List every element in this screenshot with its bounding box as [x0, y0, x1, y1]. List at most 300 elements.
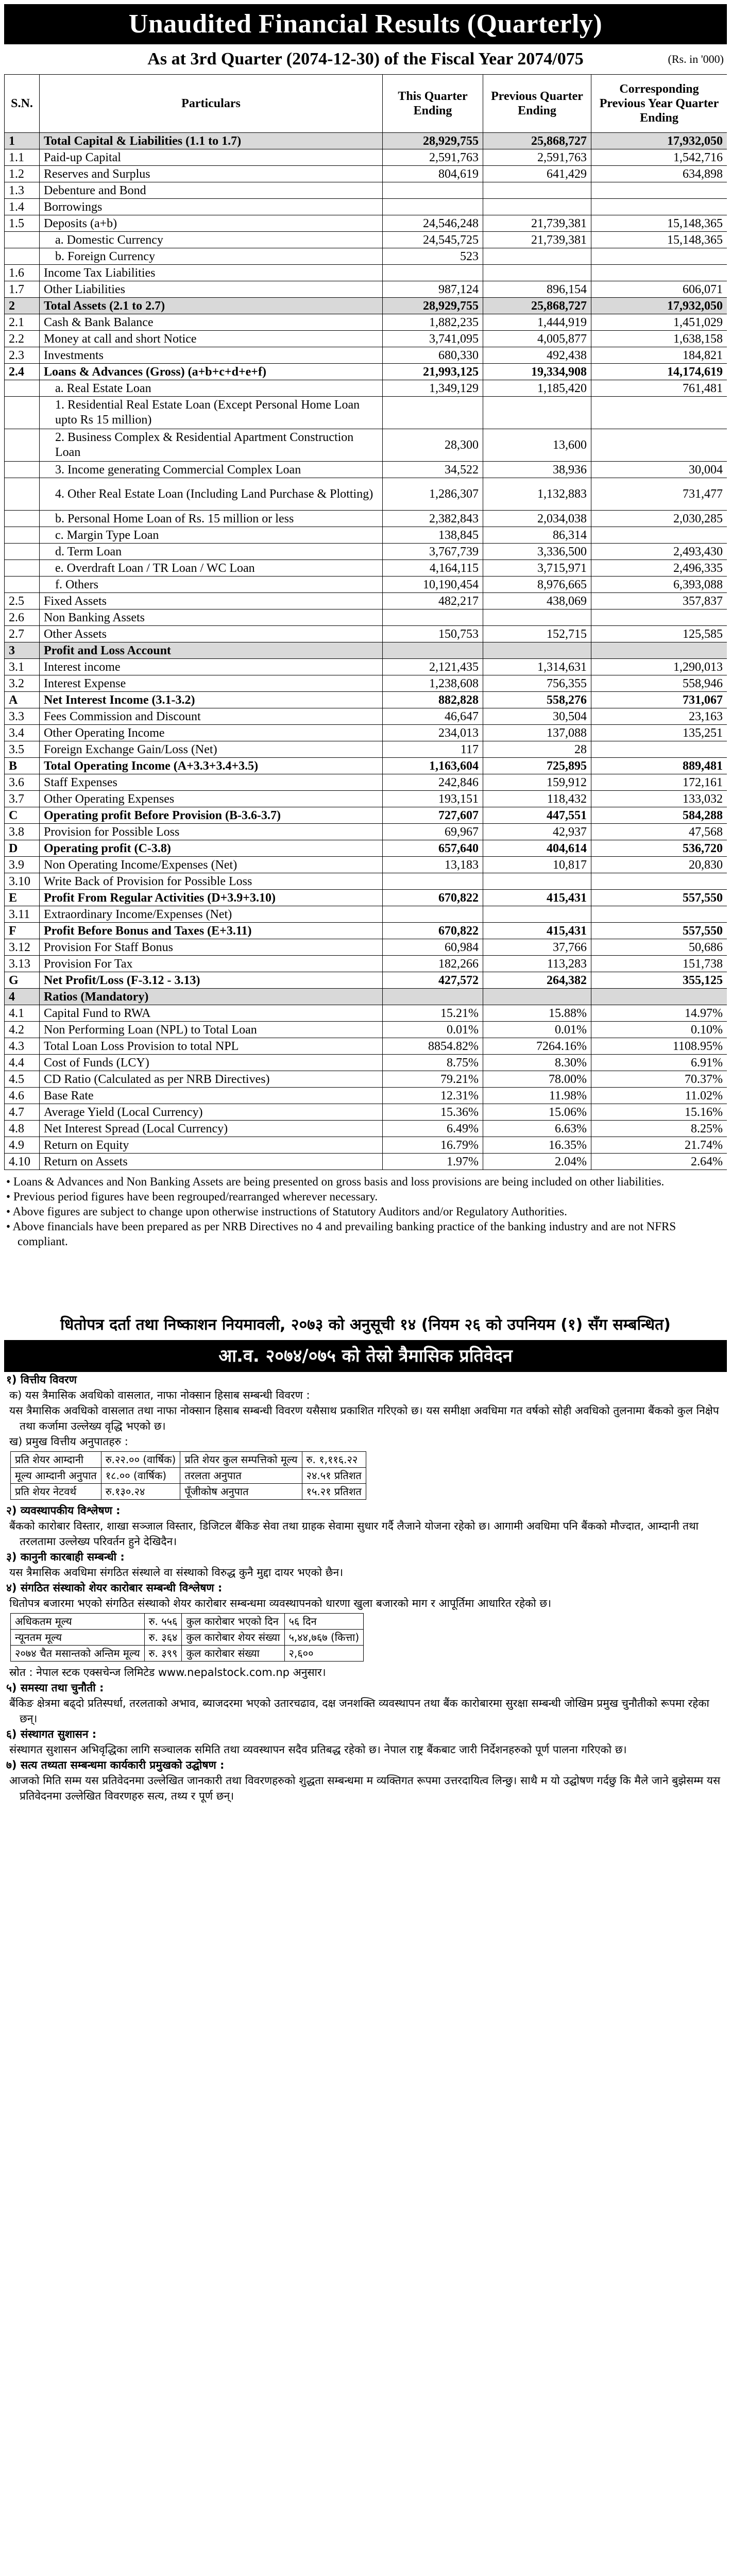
- section-financial-statement: १) वित्तीय विवरण: [6, 1374, 77, 1386]
- share-data-source: स्रोत : नेपाल स्टक एक्सचेन्ज लिमिटेड www.nepalstock.com.np अनुसार।: [9, 1666, 326, 1679]
- row-particular: Debenture and Bond: [40, 182, 383, 199]
- row-corresponding-quarter: 11.02%: [591, 1088, 727, 1104]
- row-particular: Operating profit (C-3.8): [40, 840, 383, 857]
- table-row: [5, 1055, 727, 1071]
- row-this-quarter: 804,619: [383, 166, 483, 182]
- row-corresponding-quarter: 20,830: [591, 857, 727, 873]
- row-previous-quarter: [483, 873, 591, 890]
- row-corresponding-quarter: 584,288: [591, 807, 727, 824]
- row-sn: 2.4: [5, 364, 40, 380]
- notes-section: [4, 1174, 727, 1307]
- row-previous-quarter: 0.01%: [483, 1022, 591, 1038]
- table-row: [5, 758, 727, 774]
- row-corresponding-quarter: [591, 989, 727, 1005]
- header-corresponding-quarter: Corresponding Previous Year Quarter Ending: [591, 75, 727, 133]
- table-row: न्यूनतम मूल्य रु. ३६४ कुल कारोबार शेयर संख्या ५,४४,७६७ (कित्ता): [11, 1630, 364, 1646]
- row-corresponding-quarter: 17,932,050: [591, 133, 727, 149]
- row-particular: Foreign Exchange Gain/Loss (Net): [40, 741, 383, 758]
- row-particular: Total Capital & Liabilities (1.1 to 1.7): [40, 133, 383, 149]
- row-previous-quarter: 11.98%: [483, 1088, 591, 1104]
- row-previous-quarter: 264,382: [483, 972, 591, 989]
- row-previous-quarter: 2,034,038: [483, 511, 591, 527]
- table-row: [5, 544, 727, 560]
- row-this-quarter: 882,828: [383, 692, 483, 708]
- row-sn: [5, 462, 40, 478]
- row-sn: 2: [5, 298, 40, 314]
- row-previous-quarter: 38,936: [483, 462, 591, 478]
- section-share-trading: ४) संगठित संस्थाको शेयर कारोबार सम्बन्धी विश्लेषण :: [6, 1582, 223, 1594]
- row-particular: Income Tax Liabilities: [40, 265, 383, 281]
- table-row: [5, 478, 727, 511]
- row-corresponding-quarter: [591, 429, 727, 462]
- row-sn: 2.5: [5, 593, 40, 609]
- row-corresponding-quarter: 15.16%: [591, 1104, 727, 1121]
- header-this-quarter: This Quarter Ending: [383, 75, 483, 133]
- row-previous-quarter: 6.63%: [483, 1121, 591, 1137]
- row-particular: Borrowings: [40, 199, 383, 215]
- row-corresponding-quarter: [591, 265, 727, 281]
- row-corresponding-quarter: 17,932,050: [591, 298, 727, 314]
- row-previous-quarter: [483, 248, 591, 265]
- row-this-quarter: [383, 199, 483, 215]
- table-row: २०७४ चैत मसान्तको अन्तिम मूल्य रु. ३९९ कुल कारोबार संख्या २,६००: [11, 1646, 364, 1662]
- table-row: [5, 1154, 727, 1170]
- table-row: [5, 347, 727, 364]
- row-sn: 4.9: [5, 1137, 40, 1154]
- row-particular: Provision For Staff Bonus: [40, 939, 383, 956]
- row-previous-quarter: 15.06%: [483, 1104, 591, 1121]
- key-ratios-table: [10, 1451, 366, 1500]
- row-sn: 1.2: [5, 166, 40, 182]
- row-corresponding-quarter: 50,686: [591, 939, 727, 956]
- table-row: [5, 725, 727, 741]
- row-particular: a. Domestic Currency: [40, 232, 383, 248]
- row-particular: Other Operating Income: [40, 725, 383, 741]
- header-particulars: Particulars: [40, 75, 383, 133]
- row-particular: Total Operating Income (A+3.3+3.4+3.5): [40, 758, 383, 774]
- table-row: [5, 380, 727, 397]
- row-previous-quarter: 42,937: [483, 824, 591, 840]
- row-sn: 3.9: [5, 857, 40, 873]
- row-sn: A: [5, 692, 40, 708]
- header-sn: S.N.: [5, 75, 40, 133]
- regulation-reference: धितोपत्र दर्ता तथा निष्काशन नियमावली, २०७३ को अनुसूची १४ (नियम २६ को उपनियम (१) सँग सम्बन्धित): [60, 1316, 671, 1334]
- row-corresponding-quarter: 133,032: [591, 791, 727, 807]
- row-particular: Return on Assets: [40, 1154, 383, 1170]
- report-subtitle: [4, 44, 727, 74]
- row-particular: b. Foreign Currency: [40, 248, 383, 265]
- row-this-quarter: 2,591,763: [383, 149, 483, 166]
- row-this-quarter: 680,330: [383, 347, 483, 364]
- row-this-quarter: [383, 642, 483, 659]
- table-row: [5, 956, 727, 972]
- row-sn: [5, 478, 40, 511]
- row-sn: 3.5: [5, 741, 40, 758]
- row-sn: 4.10: [5, 1154, 40, 1170]
- row-this-quarter: 1,286,307: [383, 478, 483, 511]
- row-corresponding-quarter: [591, 182, 727, 199]
- report-title: Unaudited Financial Results (Quarterly): [4, 4, 727, 44]
- row-previous-quarter: 492,438: [483, 347, 591, 364]
- row-sn: 2.3: [5, 347, 40, 364]
- row-sn: 3.2: [5, 675, 40, 692]
- row-particular: Other Liabilities: [40, 281, 383, 298]
- advertisement-page: [4, 4, 727, 2576]
- row-previous-quarter: 78.00%: [483, 1071, 591, 1088]
- section-3-text: यस त्रैमासिक अवधिमा संगठित संस्थाले वा संस्थाको विरुद्ध कुनै मुद्दा दायर भएको छैन।: [9, 1566, 344, 1579]
- row-sn: 2.7: [5, 626, 40, 642]
- row-sn: 4.5: [5, 1071, 40, 1088]
- row-previous-quarter: 137,088: [483, 725, 591, 741]
- row-sn: 3.10: [5, 873, 40, 890]
- row-corresponding-quarter: 135,251: [591, 725, 727, 741]
- section-2-text: बैंकको कारोबार विस्तार, शाखा सञ्जाल विस्तार, डिजिटल बैंकिङ सेवा तथा ग्राहक सेवामा सुधार गर्दै लैजाने योजना रहेको छ। आगामी अवधिमा पनि बैंकको मौज्दात, आम्दानी तथा तरलतामा उल्लेख्य परिवर्तन हुने देखिदैन।: [9, 1520, 699, 1548]
- table-row: [5, 1137, 727, 1154]
- table-row: [5, 1038, 727, 1055]
- table-row: [5, 1022, 727, 1038]
- row-sn: 3: [5, 642, 40, 659]
- row-this-quarter: 8854.82%: [383, 1038, 483, 1055]
- table-row: [5, 133, 727, 149]
- row-this-quarter: [383, 182, 483, 199]
- row-corresponding-quarter: 557,550: [591, 890, 727, 906]
- row-corresponding-quarter: 21.74%: [591, 1137, 727, 1154]
- row-previous-quarter: 725,895: [483, 758, 591, 774]
- row-previous-quarter: 415,431: [483, 923, 591, 939]
- table-row: [5, 560, 727, 577]
- table-row: [5, 708, 727, 725]
- row-previous-quarter: 152,715: [483, 626, 591, 642]
- row-corresponding-quarter: 1,638,158: [591, 331, 727, 347]
- row-sn: 1.3: [5, 182, 40, 199]
- row-corresponding-quarter: 6,393,088: [591, 577, 727, 593]
- row-particular: Paid-up Capital: [40, 149, 383, 166]
- row-particular: Extraordinary Income/Expenses (Net): [40, 906, 383, 923]
- row-previous-quarter: 15.88%: [483, 1005, 591, 1022]
- row-corresponding-quarter: 151,738: [591, 956, 727, 972]
- row-particular: Staff Expenses: [40, 774, 383, 791]
- row-this-quarter: 150,753: [383, 626, 483, 642]
- table-row: [5, 857, 727, 873]
- table-row: [5, 626, 727, 642]
- row-sn: 3.11: [5, 906, 40, 923]
- row-previous-quarter: [483, 199, 591, 215]
- row-this-quarter: 2,382,843: [383, 511, 483, 527]
- row-particular: Fixed Assets: [40, 593, 383, 609]
- row-sn: [5, 380, 40, 397]
- row-this-quarter: 6.49%: [383, 1121, 483, 1137]
- note-item: • Loans & Advances and Non Banking Assets are being presented on gross basis and loss provisions are being included on other liabilities.: [6, 1175, 665, 1188]
- row-previous-quarter: [483, 642, 591, 659]
- row-previous-quarter: 2,591,763: [483, 149, 591, 166]
- section-1b-heading: ख) प्रमुख वित्तीय अनुपातहरु :: [9, 1435, 128, 1448]
- row-corresponding-quarter: 8.25%: [591, 1121, 727, 1137]
- table-row: [5, 824, 727, 840]
- table-row: [5, 511, 727, 527]
- table-row: [5, 890, 727, 906]
- row-previous-quarter: 1,444,919: [483, 314, 591, 331]
- table-row: [5, 577, 727, 593]
- row-this-quarter: [383, 989, 483, 1005]
- row-corresponding-quarter: 0.10%: [591, 1022, 727, 1038]
- row-particular: Fees Commission and Discount: [40, 708, 383, 725]
- row-sn: 3.13: [5, 956, 40, 972]
- row-previous-quarter: 118,432: [483, 791, 591, 807]
- row-previous-quarter: 1,132,883: [483, 478, 591, 511]
- table-row: [5, 182, 727, 199]
- section-problems-challenges: ५) समस्या तथा चुनौती :: [6, 1682, 104, 1694]
- row-sn: 1.7: [5, 281, 40, 298]
- row-previous-quarter: 8,976,665: [483, 577, 591, 593]
- row-particular: Total Loan Loss Provision to total NPL: [40, 1038, 383, 1055]
- row-corresponding-quarter: 14.97%: [591, 1005, 727, 1022]
- table-row: [5, 1121, 727, 1137]
- row-particular: Interest Expense: [40, 675, 383, 692]
- row-this-quarter: 1,238,608: [383, 675, 483, 692]
- row-sn: 3.3: [5, 708, 40, 725]
- row-sn: 4.3: [5, 1038, 40, 1055]
- row-previous-quarter: 25,868,727: [483, 133, 591, 149]
- row-this-quarter: 523: [383, 248, 483, 265]
- table-row: [5, 364, 727, 380]
- row-corresponding-quarter: 731,477: [591, 478, 727, 511]
- row-sn: 4: [5, 989, 40, 1005]
- row-previous-quarter: 756,355: [483, 675, 591, 692]
- row-this-quarter: 13,183: [383, 857, 483, 873]
- row-corresponding-quarter: 1,290,013: [591, 659, 727, 675]
- row-this-quarter: [383, 265, 483, 281]
- row-this-quarter: [383, 873, 483, 890]
- row-this-quarter: 16.79%: [383, 1137, 483, 1154]
- row-particular: Net Interest Income (3.1-3.2): [40, 692, 383, 708]
- row-this-quarter: 3,767,739: [383, 544, 483, 560]
- row-sn: [5, 527, 40, 544]
- table-body: [5, 133, 727, 1170]
- row-previous-quarter: 21,739,381: [483, 215, 591, 232]
- row-previous-quarter: 7264.16%: [483, 1038, 591, 1055]
- row-corresponding-quarter: 30,004: [591, 462, 727, 478]
- row-particular: Deposits (a+b): [40, 215, 383, 232]
- row-previous-quarter: [483, 609, 591, 626]
- row-particular: Cash & Bank Balance: [40, 314, 383, 331]
- currency-unit: (Rs. in '000): [668, 53, 724, 65]
- row-particular: Write Back of Provision for Possible Loss: [40, 873, 383, 890]
- row-particular: Loans & Advances (Gross) (a+b+c+d+e+f): [40, 364, 383, 380]
- row-this-quarter: 138,845: [383, 527, 483, 544]
- row-this-quarter: 34,522: [383, 462, 483, 478]
- row-particular: Non Operating Income/Expenses (Net): [40, 857, 383, 873]
- row-sn: 3.8: [5, 824, 40, 840]
- row-sn: 1: [5, 133, 40, 149]
- table-row: [5, 939, 727, 956]
- row-previous-quarter: 3,336,500: [483, 544, 591, 560]
- row-sn: 4.2: [5, 1022, 40, 1038]
- row-sn: B: [5, 758, 40, 774]
- row-this-quarter: 12.31%: [383, 1088, 483, 1104]
- row-corresponding-quarter: 889,481: [591, 758, 727, 774]
- row-corresponding-quarter: 2,493,430: [591, 544, 727, 560]
- row-sn: [5, 397, 40, 429]
- row-sn: [5, 511, 40, 527]
- row-this-quarter: 242,846: [383, 774, 483, 791]
- row-particular: Net Profit/Loss (F-3.12 - 3.13): [40, 972, 383, 989]
- table-row: [5, 397, 727, 429]
- row-corresponding-quarter: 357,837: [591, 593, 727, 609]
- row-previous-quarter: 30,504: [483, 708, 591, 725]
- row-particular: Interest income: [40, 659, 383, 675]
- row-sn: [5, 544, 40, 560]
- table-row: [5, 807, 727, 824]
- row-particular: e. Overdraft Loan / TR Loan / WC Loan: [40, 560, 383, 577]
- row-this-quarter: 79.21%: [383, 1071, 483, 1088]
- row-corresponding-quarter: 125,585: [591, 626, 727, 642]
- table-row: [5, 215, 727, 232]
- row-sn: D: [5, 840, 40, 857]
- row-previous-quarter: 558,276: [483, 692, 591, 708]
- row-corresponding-quarter: 557,550: [591, 923, 727, 939]
- row-sn: 2.1: [5, 314, 40, 331]
- table-row: [5, 692, 727, 708]
- section-legal-action: ३) कानुनी कारबाही सम्बन्धी :: [6, 1551, 125, 1563]
- row-this-quarter: 10,190,454: [383, 577, 483, 593]
- table-row: [5, 298, 727, 314]
- section-1a-heading: क) यस त्रैमासिक अवधिको वासलात, नाफा नोक्सान हिसाब सम्बन्धी विवरण :: [9, 1389, 310, 1401]
- row-this-quarter: 234,013: [383, 725, 483, 741]
- section-7-text: आजको मिति सम्म यस प्रतिवेदनमा उल्लेखित जानकारी तथा विवरणहरुको शुद्धता सम्बन्धमा म व्यक्तिगत रूपमा उत्तरदायित्व लिन्छु। साथै म यो उद्घोषण गर्दछु कि मैले जाने बुझेसम्म यस प्रतिवेदनमा उल्लेखित विवरणहरु सत्य, तथ्य र पूर्ण छन्।: [9, 1774, 721, 1802]
- row-particular: f. Others: [40, 577, 383, 593]
- row-sn: 4.1: [5, 1005, 40, 1022]
- table-row: [5, 791, 727, 807]
- table-row: [5, 642, 727, 659]
- row-particular: Non Performing Loan (NPL) to Total Loan: [40, 1022, 383, 1038]
- row-this-quarter: 987,124: [383, 281, 483, 298]
- table-row: [5, 593, 727, 609]
- row-corresponding-quarter: 2,030,285: [591, 511, 727, 527]
- row-previous-quarter: 404,614: [483, 840, 591, 857]
- row-this-quarter: 670,822: [383, 923, 483, 939]
- row-sn: 1.6: [5, 265, 40, 281]
- note-item: • Previous period figures have been regrouped/rearranged wherever necessary.: [6, 1190, 378, 1203]
- row-particular: b. Personal Home Loan of Rs. 15 million or less: [40, 511, 383, 527]
- row-previous-quarter: 896,154: [483, 281, 591, 298]
- row-particular: Capital Fund to RWA: [40, 1005, 383, 1022]
- row-sn: 3.12: [5, 939, 40, 956]
- table-row: [5, 1104, 727, 1121]
- row-previous-quarter: 8.30%: [483, 1055, 591, 1071]
- table-row: [5, 675, 727, 692]
- row-corresponding-quarter: 606,071: [591, 281, 727, 298]
- row-corresponding-quarter: [591, 199, 727, 215]
- row-particular: Money at call and short Notice: [40, 331, 383, 347]
- row-this-quarter: 2,121,435: [383, 659, 483, 675]
- section-corporate-governance: ६) संस्थागत सुशासन :: [6, 1728, 97, 1740]
- table-row: [5, 1088, 727, 1104]
- row-particular: d. Term Loan: [40, 544, 383, 560]
- table-row: प्रति शेयर नेटवर्थ रु.१३०.२४ पूँजीकोष अनुपात १५.२१ प्रतिशत: [11, 1484, 366, 1500]
- row-corresponding-quarter: 731,067: [591, 692, 727, 708]
- table-row: [5, 923, 727, 939]
- row-particular: a. Real Estate Loan: [40, 380, 383, 397]
- table-row: [5, 429, 727, 462]
- row-this-quarter: 1.97%: [383, 1154, 483, 1170]
- row-corresponding-quarter: 1,451,029: [591, 314, 727, 331]
- table-row: [5, 609, 727, 626]
- row-previous-quarter: 3,715,971: [483, 560, 591, 577]
- section-1a-text: यस त्रैमासिक अवधिको वासलात तथा नाफा नोक्सान हिसाब सम्बन्धी विवरण यसैसाथ प्रकाशित गरिएको छ। यस समीक्षा अवधिमा गत वर्षको सोही अवधिको तुलनामा बैंकको कुल निक्षेप तथा कर्जामा उल्लेख्य वृद्धि भएको छ।: [9, 1404, 719, 1432]
- row-previous-quarter: [483, 989, 591, 1005]
- row-particular: Average Yield (Local Currency): [40, 1104, 383, 1121]
- row-this-quarter: 15.36%: [383, 1104, 483, 1121]
- row-this-quarter: 15.21%: [383, 1005, 483, 1022]
- row-sn: E: [5, 890, 40, 906]
- row-previous-quarter: 16.35%: [483, 1137, 591, 1154]
- row-corresponding-quarter: [591, 527, 727, 544]
- row-previous-quarter: 438,069: [483, 593, 591, 609]
- section-ceo-declaration: ७) सत्य तथ्यता सम्बन्धमा कार्यकारी प्रमुखको उद्घोषण :: [6, 1759, 225, 1771]
- row-sn: G: [5, 972, 40, 989]
- row-sn: 1.4: [5, 199, 40, 215]
- row-corresponding-quarter: 1108.95%: [591, 1038, 727, 1055]
- row-particular: Provision For Tax: [40, 956, 383, 972]
- table-row: [5, 199, 727, 215]
- row-corresponding-quarter: [591, 397, 727, 429]
- row-this-quarter: 193,151: [383, 791, 483, 807]
- table-row: [5, 265, 727, 281]
- row-corresponding-quarter: 634,898: [591, 166, 727, 182]
- table-row: [5, 659, 727, 675]
- row-previous-quarter: 1,185,420: [483, 380, 591, 397]
- row-corresponding-quarter: [591, 609, 727, 626]
- table-row: [5, 314, 727, 331]
- table-row: [5, 527, 727, 544]
- note-item: • Above financials have been prepared as per NRB Directives no 4 and prevailing banking practice of the banking industry and are not NFRS compliant.: [6, 1220, 676, 1248]
- table-row: [5, 1005, 727, 1022]
- row-sn: 4.4: [5, 1055, 40, 1071]
- row-corresponding-quarter: 70.37%: [591, 1071, 727, 1088]
- table-header-row: [5, 75, 727, 133]
- row-corresponding-quarter: 14,174,619: [591, 364, 727, 380]
- row-sn: 2.2: [5, 331, 40, 347]
- row-previous-quarter: [483, 265, 591, 281]
- table-row: [5, 462, 727, 478]
- row-particular: Base Rate: [40, 1088, 383, 1104]
- row-this-quarter: 60,984: [383, 939, 483, 956]
- row-corresponding-quarter: [591, 873, 727, 890]
- row-sn: 4.6: [5, 1088, 40, 1104]
- section-6-text: संस्थागत सुशासन अभिवृद्धिका लागि सञ्चालक समिति तथा व्यवस्थापन सदैव प्रतिबद्ध रहेको छ। नेपाल राष्ट्र बैंकबाट जारी निर्देशनहरुको पूर्ण पालना गरिएको छ।: [9, 1743, 627, 1756]
- row-previous-quarter: 1,314,631: [483, 659, 591, 675]
- row-sn: C: [5, 807, 40, 824]
- row-sn: [5, 429, 40, 462]
- row-corresponding-quarter: 2,496,335: [591, 560, 727, 577]
- row-particular: Other Assets: [40, 626, 383, 642]
- row-corresponding-quarter: 15,148,365: [591, 232, 727, 248]
- table-row: [5, 1071, 727, 1088]
- row-this-quarter: [383, 397, 483, 429]
- row-this-quarter: 117: [383, 741, 483, 758]
- row-previous-quarter: 19,334,908: [483, 364, 591, 380]
- row-previous-quarter: 21,739,381: [483, 232, 591, 248]
- row-this-quarter: 28,929,755: [383, 298, 483, 314]
- section-5-text: बैंकिङ क्षेत्रमा बढ्दो प्रतिस्पर्धा, तरलताको अभाव, ब्याजदरमा भएको उतारचढाव, दक्ष जनशक्ति व्यवस्थापन तथा बैंक कारोबारमा सुरक्षा सम्बन्धी जोखिम प्रमुख चुनौतीको रूपमा रहेका छन्।: [9, 1697, 709, 1725]
- row-corresponding-quarter: [591, 741, 727, 758]
- financial-results-table: [4, 74, 727, 1170]
- row-previous-quarter: 447,551: [483, 807, 591, 824]
- table-row: [5, 149, 727, 166]
- row-corresponding-quarter: 172,161: [591, 774, 727, 791]
- row-this-quarter: 69,967: [383, 824, 483, 840]
- table-row: [5, 972, 727, 989]
